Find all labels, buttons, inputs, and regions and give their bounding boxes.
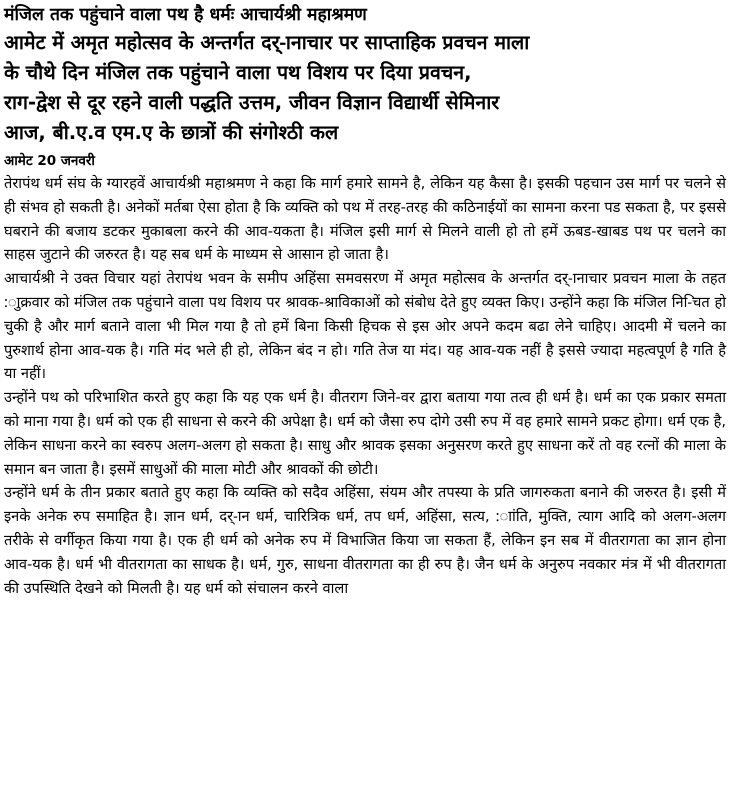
main-headline: मंजिल तक पहुंचाने वाला पथ है धर्मः आचार्यश्री महाश्रमण xyxy=(4,5,367,25)
article-paragraph: उन्होंने पथ को परिभाशित करते हुए कहा कि यह एक धर्म है। वीतराग जिने-वर द्वारा बताया गया तत्व ही धर्म है। धर्म का एक प्रकार समता को माना गया है। धर्म को एक ही साधना से करने की अपेक्षा है। धर्म को जैसा रुप दोगे उसी रुप में वह हमारे सामने प्रकट होगा। धर्म एक है, लेकिन साधना करने का स्वरुप अलग-अलग हो सकता है। साधु और श्रावक इसका अनुसरण करते हुए साधना करें तो वह रत्नों की माला के समान बन जाता है। इसमें साधुओं की माला मोटी और श्रावकों की छोटी। xyxy=(4,389,726,478)
subheadline-line: राग-द्वेश से दूर रहने वाली पद्धति उत्तम, जीवन विज्ञान विद्यार्थी सेमिनार xyxy=(4,91,500,114)
subheadline-line: आमेट में अमृत महोत्सव के अन्तर्गत दर्-ानाचार पर साप्ताहिक प्रवचन माला xyxy=(4,31,530,54)
article-paragraph: आचार्यश्री ने उक्त विचार यहां तेरापंथ भवन के समीप अहिंसा समवसरण में अमृत महोत्सव के अन्तर्गत दर्-ानाचार प्रवचन माला के तहत :ाुक्रवार को मंजिल तक पहुंचाने वाला पथ विशय पर श्रावक-श्राविकाओं को संबोध देते हुए व्यक्त किए। उन्होंने कहा कि मंजिल नि-िचत हो चुकी है और मार्ग बताने वाला भी मिल गया है तो हमें बिना किसी हिचक से इस ओर अपने कदम बढा लेने चाहिए। आदमी में चलने का पुरुशार्थ होना आव-यक है। गति मंद भले ही हो, लेकिन बंद न हो। गति तेज या मंद। यह आव-यक नहीं है इससे ज्यादा महत्वपूर्ण है गति है या नहीं। xyxy=(4,270,726,383)
article-paragraph: तेरापंथ धर्म संघ के ग्यारहवें आचार्यश्री महाश्रमण ने कहा कि मार्ग हमारे सामने है, लेकिन यह कैसा है। इसकी पहचान उस मार्ग पर चलने से ही संभव हो सकती है। अनेकों मर्तबा ऐसा होता है कि व्यक्ति को पथ में तरह-तरह की कठिनाईयों का सामना करना पड सकता है, पर इससे घबराने की बजाय डटकर मुकाबला करने की आव-यकता है। मंजिल इसी मार्ग से मिलने वाली हो तो हमें ऊबड-खाबड पथ पर चलने का साहस जुटाने की जरुरत है। यह सब धर्म के माध्यम से आसान हो जाता है। xyxy=(4,175,726,264)
subheadline-line: आज, बी.ए.व एम.ए के छात्रों की संगोश्ठी कल xyxy=(4,121,339,144)
article-paragraph: उन्होंने धर्म के तीन प्रकार बताते हुए कहा कि व्यक्ति को सदैव अहिंसा, संयम और तपस्या के प्रति जागरुकता बनाने की जरुरत है। इसी में इनके अनेक रुप समाहित है। ज्ञान धर्म, दर्-ान धर्म, चारित्रिक धर्म, तप धर्म, अहिंसा, सत्य, :ाांति, मुक्ति, त्याग आदि को अलग-अलग तरीके से वर्गीकृत किया गया है। एक ही धर्म को अनेक रुप में विभाजित किया जा सकता हैं, लेकिन इन सब में वीतरागता का ज्ञान होना आव-यक है। धर्म भी वीतरागता का साधक है। धर्म, गुरु, साधना वीतरागता का ही रुप है। जैन धर्म के अनुरुप नवकार मंत्र में भी वीतरागता की उपस्थिति देखने को मिलती है। यह धर्म को संचालन करने वाला xyxy=(4,484,726,597)
dateline: आमेट 20 जनवरी xyxy=(4,153,95,169)
subheadline-line: के चौथे दिन मंजिल तक पहुंचाने वाला पथ विशय पर दिया प्रवचन, xyxy=(4,61,472,84)
